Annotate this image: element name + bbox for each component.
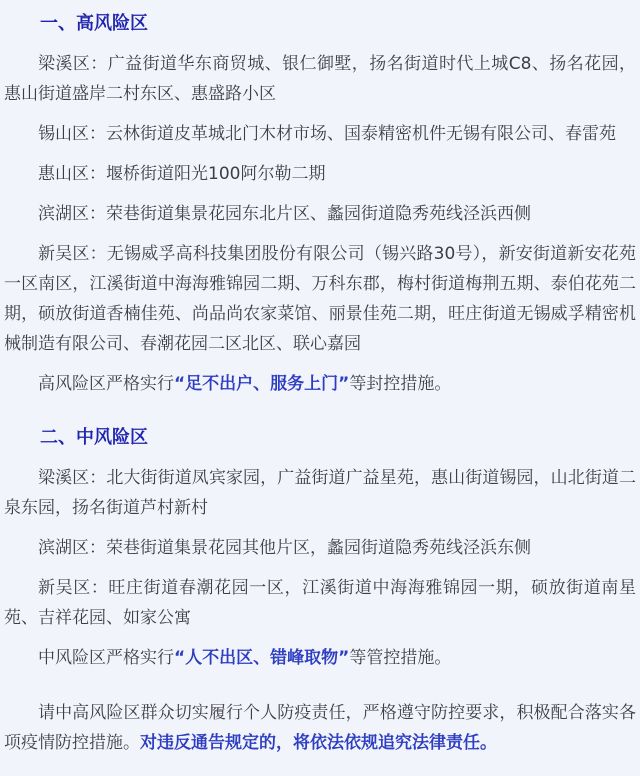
medium-risk-area-binhu: 滨湖区：荣巷街道集景花园其他片区，蠡园街道隐秀苑线泾浜东侧: [38, 538, 531, 558]
high-risk-measure-suffix: 等封控措施。: [349, 374, 452, 394]
section-heading-medium-risk: 二、中风险区: [40, 427, 148, 448]
medium-risk-measure-suffix: 等管控措施。: [349, 648, 452, 668]
high-risk-area-xinwu: 新吴区：无锡威孚高科技集团股份有限公司（锡兴路30号），新安街道新安花苑一区南区，江溪街道中海海雅锦园二期、万科东郡，梅村街道梅荆五期、泰伯花苑二期，硕放街道香楠佳苑、尚品尚农家菜馆、丽景佳苑二期，旺庄街道无锡威孚精密机械制造有限公司、春潮花园二区北区、联心嘉园: [4, 244, 636, 354]
high-risk-area-binhu: 滨湖区：荣巷街道集景花园东北片区、蠡园街道隐秀苑线泾浜西侧: [38, 204, 531, 224]
high-risk-measure-prefix: 高风险区严格实行: [38, 374, 174, 394]
medium-risk-area-xinwu: 新吴区：旺庄街道春潮花园一区，江溪街道中海海雅锦园一期，硕放街道南星苑、吉祥花园、如家公寓: [4, 578, 636, 628]
medium-risk-measure-prefix: 中风险区严格实行: [38, 648, 174, 668]
medium-risk-control-measures: [4, 643, 636, 673]
high-risk-control-measures: [4, 369, 636, 399]
closing-statement: [4, 698, 636, 758]
closing-statement-warning: 对违反通告规定的，将依法依规追究法律责任。: [140, 733, 497, 753]
high-risk-area-liangxi: 梁溪区：广益街道华东商贸城、银仁御墅，扬名街道时代上城C8、扬名花园，惠山街道盛岸二村东区、惠盛路小区: [4, 54, 636, 104]
closing-statement-text: 请中高风险区群众切实履行个人防疫责任，严格遵守防控要求，积极配合落实各项疫情防控措施。: [4, 703, 636, 753]
high-risk-area-xishan: 锡山区：云林街道皮革城北门木材市场、国泰精密机件无锡有限公司、春雷苑: [38, 124, 616, 144]
medium-risk-area-liangxi: 梁溪区：北大街街道凤宾家园，广益街道广益星苑，惠山街道锡园，山北街道二泉东园，扬名街道芦村新村: [4, 468, 636, 518]
high-risk-measure-emphasis: “足不出户、服务上门”: [174, 374, 350, 394]
section-heading-high-risk: 一、高风险区: [40, 13, 148, 34]
medium-risk-measure-emphasis: “人不出区、错峰取物”: [174, 648, 350, 668]
high-risk-area-huishan: 惠山区：堰桥街道阳光100阿尔勒二期: [38, 164, 326, 184]
risk-area-notice-document: [4, 9, 636, 758]
